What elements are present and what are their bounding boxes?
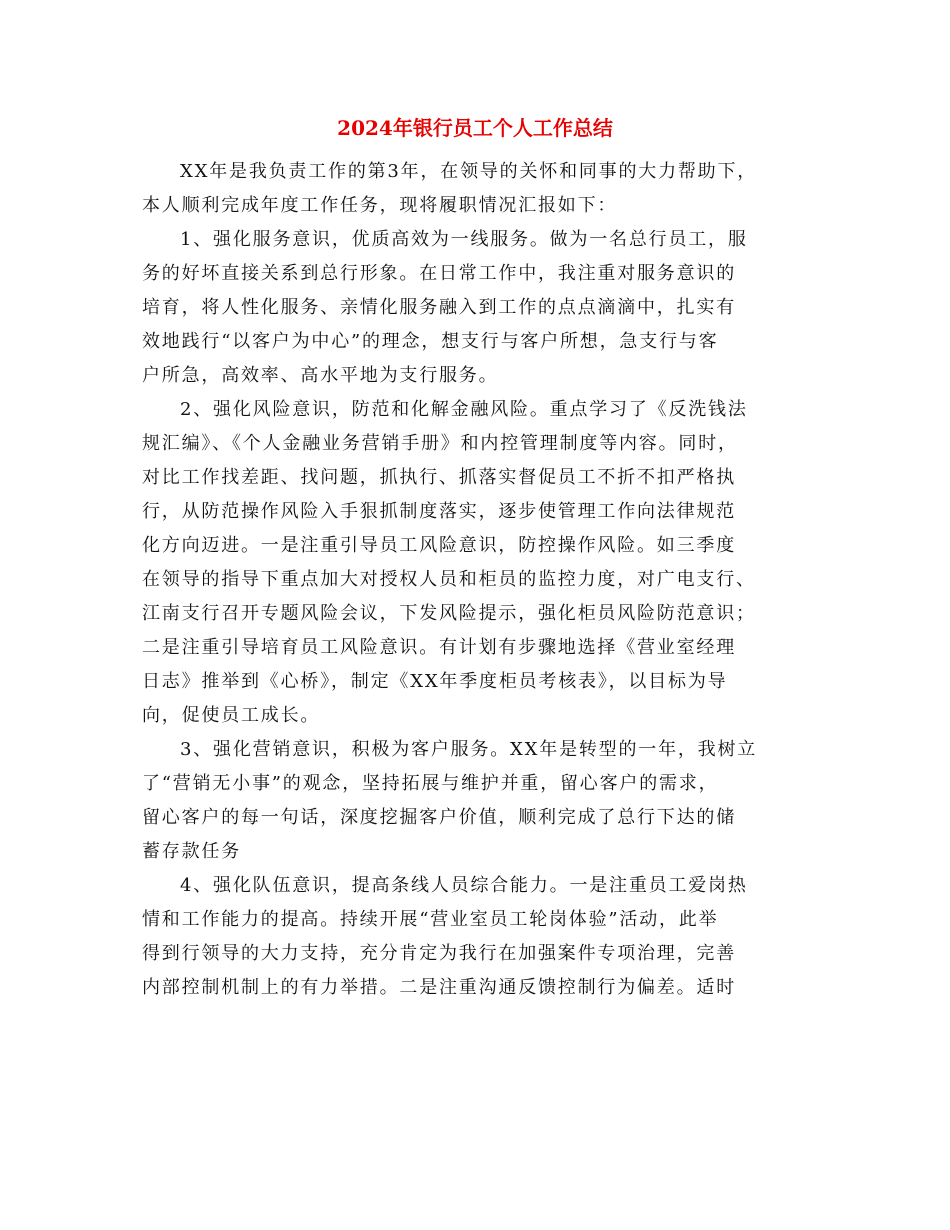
text-line: 4、强化队伍意识，提高条线人员综合能力。一是注重员工爱岗热 — [180, 875, 748, 896]
text-line: 规汇编》、《个人金融业务营销手册》和内控管理制度等内容。同时， — [142, 433, 738, 454]
text-line: 培育，将人性化服务、亲情化服务融入到工作的点点滴滴中，扎实有 — [142, 297, 736, 318]
text-line: 向，促使员工成长。 — [142, 705, 321, 726]
text-line: 对比工作找差距、找问题，抓执行、抓落实督促员工不折不扣严格执 — [142, 467, 736, 488]
text-line: 江南支行召开专题风险会议，下发风险提示，强化柜员风险防范意识； — [142, 603, 756, 624]
text-line: 情和工作能力的提高。持续开展“营业室员工轮岗体验”活动，此举 — [142, 909, 719, 930]
text-line: 行，从防范操作风险入手狠抓制度落实，逐步使管理工作向法律规范 — [142, 501, 736, 522]
text-line: 户所急，高效率、高水平地为支行服务。 — [142, 365, 499, 386]
text-line: 1、强化服务意识，优质高效为一线服务。做为一名总行员工，服 — [180, 229, 748, 250]
text-line: 效地践行“以客户为中心”的理念，想支行与客户所想，急支行与客 — [142, 331, 719, 352]
text-line: 务的好坏直接关系到总行形象。在日常工作中，我注重对服务意识的 — [142, 263, 736, 284]
text-line: 留心客户的每一句话，深度挖掘客户价值，顺利完成了总行下达的储 — [142, 807, 736, 828]
page-title: 2024年银行员工个人工作总结 — [337, 116, 613, 140]
text-line: 得到行领导的大力支持，充分肯定为我行在加强案件专项治理，完善 — [142, 943, 736, 964]
text-line: XX年是我负责工作的第3年，在领导的关怀和同事的大力帮助下， — [180, 161, 758, 182]
text-line: 二是注重引导培育员工风险意识。有计划有步骤地选择《营业室经理 — [142, 637, 736, 658]
text-line: 内部控制机制上的有力举措。二是注重沟通反馈控制行为偏差。适时 — [142, 977, 736, 998]
text-line: 在领导的指导下重点加大对授权人员和柜员的监控力度，对广电支行、 — [142, 569, 756, 590]
text-line: 3、强化营销意识，积极为客户服务。XX年是转型的一年，我树立 — [180, 739, 758, 760]
text-line: 日志》推举到《心桥》，制定《XX年季度柜员考核表》，以目标为导 — [142, 671, 728, 692]
text-line: 化方向迈进。一是注重引导员工风险意识，防控操作风险。如三季度 — [142, 535, 736, 556]
text-line: 2、强化风险意识，防范和化解金融风险。重点学习了《反洗钱法 — [180, 399, 748, 420]
text-line: 了“营销无小事”的观念，坚持拓展与维护并重，留心客户的需求， — [142, 773, 719, 794]
text-line: 蓄存款任务 — [142, 841, 241, 862]
document-body — [142, 155, 812, 1005]
text-line: 本人顺利完成年度工作任务，现将履职情况汇报如下： — [142, 195, 618, 216]
